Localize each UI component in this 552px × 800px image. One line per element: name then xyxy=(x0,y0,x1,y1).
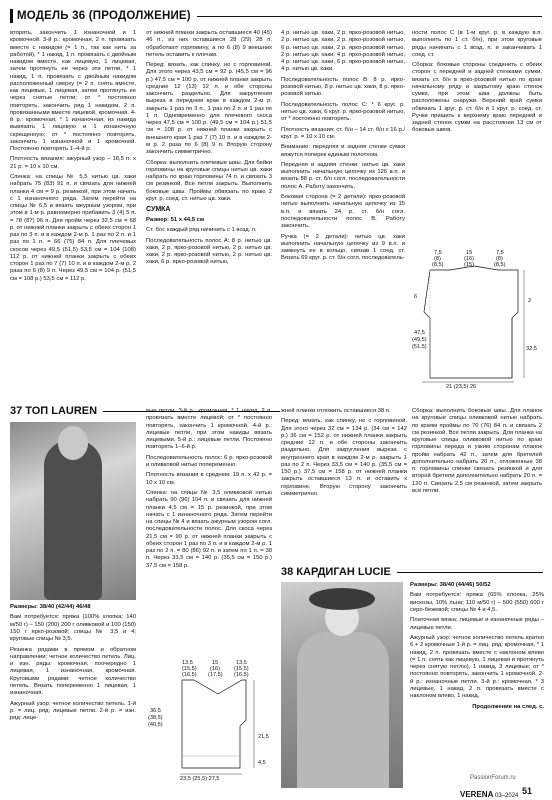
photo-body xyxy=(297,632,389,788)
page-title: МОДЕЛЬ 36 (ПРОДОЛЖЕНИЕ) xyxy=(17,10,191,22)
diagram-label: (8) xyxy=(496,256,503,262)
diagram-label: 21,5 xyxy=(258,734,269,740)
paragraph: ности полос С (в 1-м круг. р. в каждую в.п. выполнить по 1 ст. б/н), при этом круговые ряды начинать с 1 возд. п. и заканчивать 1 соед. ст. xyxy=(412,30,542,58)
text-column-1 xyxy=(10,30,136,312)
text-column-5 xyxy=(10,604,136,788)
diagram-label: (16,5) xyxy=(182,672,197,678)
diagram-label: 32,5 xyxy=(526,346,537,352)
paragraph: Размеры: 38/40 (42/44) 46/48 xyxy=(10,604,91,610)
watermark: PassionForum.ru xyxy=(470,775,516,781)
diagram-label: (17,5) xyxy=(208,672,223,678)
subheading: СУМКА xyxy=(146,206,171,214)
page-number: 51 xyxy=(522,786,533,796)
paragraph: Плотность вязания: ажурный узор – 18,5 п. х 21 р. = 10 х 10 см. xyxy=(10,156,136,170)
diagram-label: 4,5 xyxy=(258,760,266,766)
diagram-label: 23,5 (25,5) 27,5 xyxy=(180,776,220,782)
model-photo-bottom xyxy=(281,582,403,788)
paragraph: Размеры: 38/40 (44/46) 50/52 xyxy=(410,582,491,588)
diagram-label: (16) xyxy=(464,256,474,262)
text-column-9 xyxy=(410,582,544,778)
diagram-label: (51,5) xyxy=(412,344,427,350)
diagram-label: 6 xyxy=(414,294,418,300)
paragraph: Резинка рядами в прямом и обратном направлении: четное количество петель. Лиц. и изн. ряды: кромочная, поочередно 1 лицевая, 1 изнаночная, кромочная. Круговыми рядами: четное количество петель. Вязать попеременно 1 лицевая, 1 изнаночная. xyxy=(10,646,136,697)
paragraph: Ст. б/н: каждый ряд начинать с 1 возд. п. xyxy=(146,227,257,234)
paragraph: вторять, закончить 1 изнаночной и 1 кромочной. 3-й р.: кромочная, 2 п. провязать вместе с накидом (= 1 п., так как нить за работой), * 1 накид, 1 п. провязать с двойным накидом вместе, как лицевую, 1 лицевая, затем протянуть ее через эти петли, * 1 накид, 1 п. провязать с двойным накидом расположенный сверху (= 2 п. снять вместе, как лицевые, 1 лицевая, затем протянуть ее через снятые петли; от * постоянно повторять, закончить ряд 1 накидом, 2 п. провязанными вместе лицевой, кромочная. 4-й р.: кромочная, * 1 изнаночная, из накида вывязать 1 лицевую и 1 изнаночную скрещенную; от * постоянно повторять, закончить 1 изнаночной и 1 кромочной. Постоянно повторять 1–4-й р. xyxy=(10,30,136,152)
photo-hat xyxy=(309,588,375,610)
paragraph: Передняя и задняя стенки: нитью цв. хаки выполнить начальную цепочку из 126 в.п. и вязать 88 р. ст. б/н согл. последовательности полос А. Работу закончить. xyxy=(281,161,405,190)
paragraph: Последовательность полос А: 8 р. нитью цв. хаки, 2 р. ярко-розовой нитью, 2 р. нитью цв. хаки, 2 р. ярко-розовой нитью, 2 р. нитью цв. хаки, 6 р. ярко-розовой нитью, xyxy=(146,237,272,266)
paragraph: Плотность вязания: ст. б/н – 14 ст. б/н х 16 р./круг. р. = 10 х 10 см. xyxy=(281,126,405,140)
text-column-4 xyxy=(412,30,542,248)
text-column-7 xyxy=(281,408,407,562)
paragraph: Ажурный узор: четное количество петель. 1-й р. = лиц. ряд: лицевые петли. 2-й р. = изн. ряд: лице- xyxy=(10,700,136,722)
header-rule xyxy=(197,16,542,17)
paragraph: жней планки отложить оставшиеся 38 п. xyxy=(281,408,391,414)
paragraph: Перед: вязать, как спинку, но с горловиной. Для этого через 32 см = 134 р. (34 см = 142 р.) 36 см = 152 р. от нижней планки закрыть средние 12 п. и обе стороны закончить раздельно. Для закругления выреза с внутреннего края в каждом 2-м р. закрыть 1 раз по 2 п. Через 33,5 см = 140 р. (35,5 см = 150 р.) 37,5 см = 158 р. от нижней планки закрыть оставшиеся 13 п. и оставить к горловине. Вторую сторону закончить симметрично. xyxy=(281,418,407,497)
paragraph: вые петли. 3-й р.: кромочная, * 1 накид, 2 п. провязать вместе лицевой; от * постоянно повторять, закончить 1 кромочной. 4-й р.: лицевые петли, при этом накиды вязать лицевыми. 5-й р.: лицевые петли. Постоянно повторять 1–6-й р. xyxy=(146,408,272,451)
photo-figure xyxy=(44,440,102,600)
paragraph: от нижней планки закрыть оставшиеся 40 (45) 46 п., из них оставшиеся 28 (29) 28 п. обработают горловину, а по 6 (8) 9 внешних петель оставить к плечам. xyxy=(146,30,272,58)
section-title: 37 ТОП LAUREN xyxy=(10,405,98,417)
paragraph: Вам потребуется: пряжа (100% хлопка; 140 м/50 г) – 150 (200) 200 г оливковой и 100 (150) 150 г ярко-розовой; спицы № 3,5 и 4; круговые спицы № 3,5. xyxy=(10,614,136,643)
diagram-label: (8,5) xyxy=(432,262,444,268)
diagram-label: (15,5) xyxy=(182,666,197,672)
header-bar xyxy=(10,9,13,23)
diagram-label: 36,5 xyxy=(150,708,161,714)
model-photo-top xyxy=(10,422,136,600)
paragraph: Перед: вязать, как спинку, но с горловиной. Для этого через 43,5 см = 92 р. (45,5 см = 96 р.) 47,5 см = 100 р. от нижней планки закрыть средние 12 (13) 12 п. и обе стороны закончить раздельно. Для закругления выреза в переднем крае в каждом 2-м р. закрыть 1 раз по 3 п., 1 раз по 2 п. и 1 раз по 1 п. Одновременно для плечевого скоса через 47,5 см = 100 р. (49,5 см = 104 р.) 51,5 см = 108 р. от нижней планки закрыть с внешнего края 1 раз 7 (7) 10 п. и в каждом 2-м р. 2 раза по 6 (8) 9 п. Вторую сторону закончить симметрично. xyxy=(146,62,272,156)
diagram-label: (16,5) xyxy=(234,672,249,678)
text-column-8 xyxy=(412,408,542,562)
paragraph: Внимание: передняя и задняя стенки сумки вяжутся поперек единым полотном. xyxy=(281,144,405,158)
pattern-diagram-svg xyxy=(412,250,542,390)
paragraph: Сборка: боковые стороны соединить с обеих сторон с передней и задней стенками сумки, вязать ст. б/н в ярко-розовой нитью по краю начальному ряду и закрытому краю стенок сумки, при этом шва должны быть расположены снаружи. Верхний край сумки обвязать 1 круг. р. ст. б/н и 1 круг. р. соед. ст. Ручки пришить к верхнему краю передней и задней стенок сумки на расстоянии 13 см от боковых швов. xyxy=(412,62,542,134)
paragraph: Последовательность полос С: * 6 круг. р. нитью цв. хаки, 6 круг. р. ярко-розовой нитью, от * постоянно повторять. xyxy=(281,101,405,123)
diagram-label: (15) xyxy=(464,262,474,268)
header-rule xyxy=(397,572,543,573)
section-header xyxy=(10,8,542,24)
pattern-diagram-lauren xyxy=(146,660,272,786)
paragraph: Ажурный узор: четное количество петель кратно 6 + 2 кромочные 1-й р. = лиц. ряд: кромочная, * 1 накид, 2 п. провязать вместе с наклоном влево (= 1 п. снять как лицевую, 1 лицевая и протянуть через снятую петлю), 1 накид, 3 лицевые; от * постоянно повторять, закончить 1 кромочной. 2-й р.: изнаночные петли. 3-й р.: кромочная, * 3 лицевые, 1 накид, 2 п. провязать вместе с наклоном влево, 1 накид, xyxy=(410,635,544,700)
diagram-label: (40,5) xyxy=(148,722,163,728)
paragraph: Ручка (= 2 детали): нитью цв. хаки выполнить начальную цепочку из 9 в.п. и замкнуть ее в кольцо, связав 1 соед. ст. Вязать 69 круг. р. ст. б/н согл. последователь- xyxy=(281,233,405,262)
pattern-diagram-top xyxy=(412,250,542,390)
paragraph: Платочная вязка: лицевые и изнаночные ряды – лицевые петли. xyxy=(410,617,544,631)
paragraph: Сборка: выполнить боковые швы. Для планок на круговые спицы оливковой нитью набрать по краям проймы по 70 (76) 84 п. и связать 2 см резинкой. Все петли закрыть. Для планки на круговые спицы оливковой нитью по краю горловины переда и узким сторонам планок пройм набрать 42 п., затем для бретелей дополнительно набрать 20 п., отложенные 38 п. горловины спинки связать резинкой и для второй бретели дополнительно набрать 20 п. = 120 п. Связать 2,5 см резинкой, затем закрыть все петли. xyxy=(412,408,542,494)
diagram-label: 7,5 xyxy=(496,250,504,256)
paragraph: Вам потребуется: пряжа (65% хлопка, 25% вискозы, 10% льна; 110 м/50 г) – 500 (550) 600 г серо-бежевой; спицы № 4 и 4,5. xyxy=(410,592,544,613)
text-column-3 xyxy=(281,30,405,390)
magazine-name: VERENA xyxy=(460,790,494,799)
diagram-label: (8) xyxy=(434,256,441,262)
section-header xyxy=(281,565,543,579)
paragraph: Спинка: на спицы № 3,5 оливковой нитью набрать 90 (96) 104 п. и связать для нижней планки 4,5 см = 15 р. резинкой, при этом начать с 1 изнаночного ряда. Затем перейти на спицы № 4 и вязать ажурным узором согл. последовательности полос. Для скоса через 21,5 см = 90 р. от нижней планки закрыть с обеих сторон 1 раз по 3 п. и в каждом 2-м р. 1 раз по 2 п. = 80 (86) 92 п. и затем по 1 п. = 38 п. Через 33,5 см = 140 р. (35,5 см = 150 р.) 37,5 см = 158 р. xyxy=(146,490,272,569)
diagram-label: (8,5) xyxy=(494,262,506,268)
text-column-2 xyxy=(146,30,272,360)
issue-number: 03–2024 xyxy=(495,793,519,799)
paragraph: Последовательность полос: 6 р. ярко-розовой и оливковой нитью попеременно. xyxy=(146,454,272,468)
diagram-label: 7,5 xyxy=(434,250,442,256)
paragraph: Сборка: выполнить плечевые швы. Для бейки горловины на круговые спицы нитью цв. хаки набрать по краю горловины 74 п. и связать 3 см резинкой. Все петли закрыть. Выполнить боковые швы. Проймы обвязать по краю 2 круг. р. соед. ст. нитью цв. хаки. xyxy=(146,159,272,202)
diagram-label: 2 xyxy=(528,298,532,304)
diagram-label: 15 xyxy=(466,250,473,256)
paragraph: 4 р. нитью цв. хаки, 2 р. ярко-розовой нитью, 2 р. нитью цв. хаки, 2 р. ярко-розовой нитью, 6 р. нитью цв. хаки, 2 р. ярко-розовой нитью, 2 р. нитью цв. хаки, 4 р. ярко-розовой нитью, 4 р. нитью цв. хаки, 6 р. ярко-розовой нитью, 4 р. нитью цв. хаки. xyxy=(281,30,405,73)
paragraph: Боковая сторона (= 2 детали): ярко-розовой нитью выполнить начальную цепочку из 15 в.п. и вязать 24 р. ст. б/н согл. последовательности полос В. Работу закончить. xyxy=(281,194,405,230)
continued-note: Продолжение на след. с. xyxy=(472,703,544,710)
diagram-label: 13,5 xyxy=(236,660,247,666)
paragraph: Последовательность полос В: 8 р. ярко-розовой нитью, 8 р. нитью цв. хаки, 8 р. ярко-розовой нитью. xyxy=(281,76,405,98)
diagram-label: (38,5) xyxy=(148,715,163,721)
paragraph: Размер: 51 х 44,5 см xyxy=(146,216,205,223)
diagram-label: 47,5 xyxy=(414,330,425,336)
diagram-label: 15 xyxy=(212,660,219,666)
diagram-label: (15,5) xyxy=(234,666,249,672)
folio xyxy=(460,790,518,799)
text-column-6 xyxy=(146,408,272,656)
diagram-label: 13,5 xyxy=(182,660,193,666)
diagram-label: (16) xyxy=(210,666,220,672)
paragraph: Плотность вязания в среднем: 19 п. х 42 р. = 10 х 10 см. xyxy=(146,472,272,486)
diagram-label: (49,5) xyxy=(412,337,427,343)
diagram-label: 21 (23,5) 26 xyxy=(446,384,477,390)
paragraph: Спинка: на спицы № 5,5 нитью цв. хаки набрать 75 (83) 91 п. и связать для нижней планки 4 см = 9 р. резинкой, при этом начать с 1 изнаночного ряда. Затем перейти на спицы № 6,5 и вязать ажурным узором, при этом в 1-м р. равномерно прибавить 3 (4) 5 п. = 78 (87) 96 п. Для пройм через 32,5 см = 68 р. от нижней планки закрыть с обеих сторон 1 раз по 3 п. и в каждом 2-м р. 1 раз по 2 п. и 1 раз по 1 п. = 66 (75) 84 п. Для плечевых скосов через 49,5 (51,5) 53,5 см = 104 (108) 112 р. от нижней планки закрыть с обеих сторон 1 раз по 7 (7) 10 п. и в каждом 2-м р. 2 раза по 6 (8) 9 п. Через 49,5 см = 104 р. (51,5 см = 108 р.) 53,5 см = 112 р. xyxy=(10,174,136,282)
section-title: 38 КАРДИГАН LUCIE xyxy=(281,566,391,578)
pattern-diagram-svg xyxy=(146,660,272,786)
photo-head xyxy=(58,426,88,460)
